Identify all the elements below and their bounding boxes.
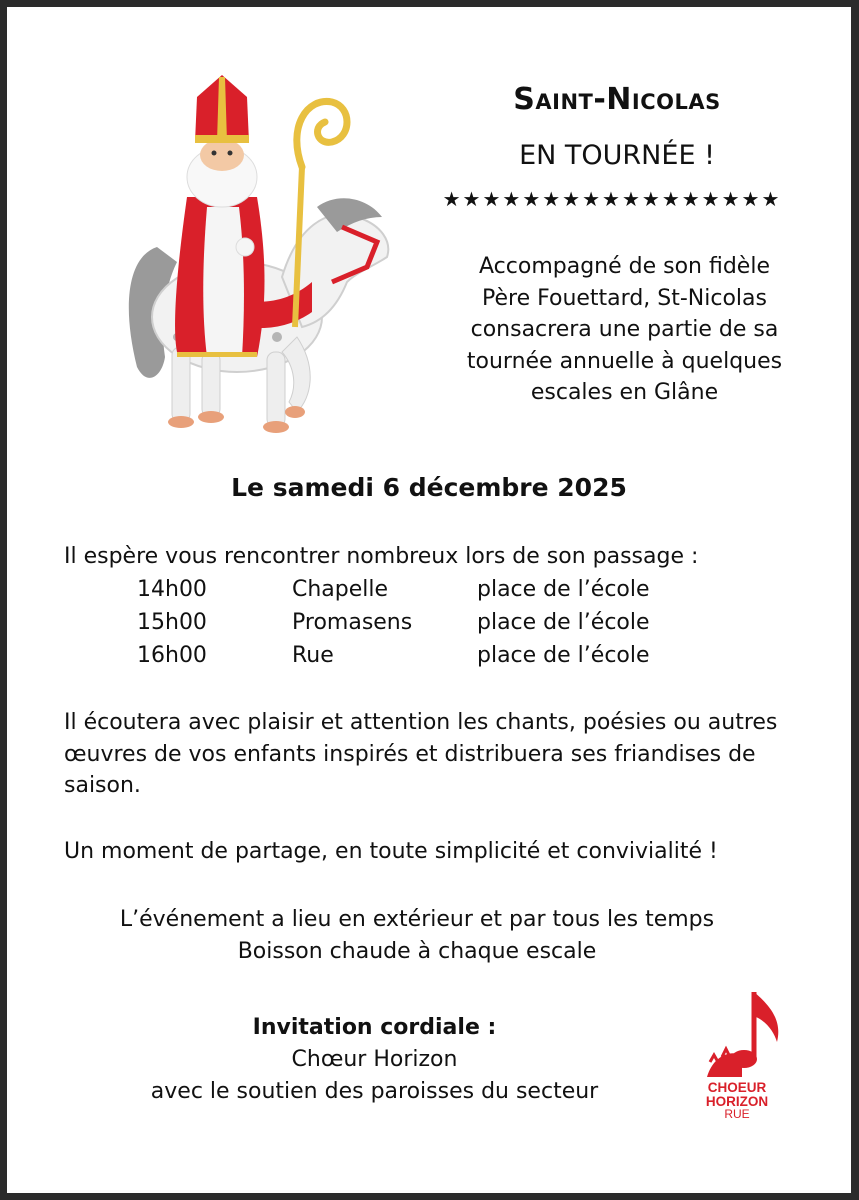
schedule-row	[7, 643, 851, 675]
logo-line-2: HORIZON	[705, 1094, 769, 1109]
outdoor-line-1: L’événement a lieu en extérieur et par tous les temps	[119, 907, 715, 932]
outdoor-line-2: Boisson chaude à chaque escale	[237, 938, 597, 964]
schedule-row	[7, 610, 851, 642]
flyer-page	[7, 7, 851, 1193]
title-line-1: Saint-Nicolas	[513, 82, 721, 117]
schedule-intro: Il espère vous rencontrer nombreux lors de son passage :	[64, 544, 699, 569]
activities-paragraph: Il écoutera avec plaisir et attention les chants, poésies ou autres œuvres de vos enfants inspirés et distribuera ses friandises de saison.	[64, 710, 778, 798]
saint-nicolas-illustration	[117, 67, 407, 447]
event-date: Le samedi 6 décembre 2025	[231, 473, 627, 502]
schedule-place: Promasens	[292, 610, 413, 635]
choeur-horizon-logo	[682, 987, 792, 1121]
star-divider: ★★★★★★★★★★★★★★★★★	[442, 187, 782, 211]
schedule-row	[7, 577, 851, 609]
invitation-title: Invitation cordiale :	[252, 1015, 497, 1040]
schedule-place: Rue	[292, 643, 334, 668]
schedule-location: place de l’école	[477, 643, 650, 668]
schedule-time: 16h00	[137, 643, 207, 668]
schedule-location: place de l’école	[477, 577, 650, 602]
schedule-location: place de l’école	[477, 610, 650, 635]
schedule-time: 15h00	[137, 610, 207, 635]
logo-line-3: RUE	[724, 1107, 750, 1121]
intro-text: Accompagné de son fidèle Père Fouettard, St-Nicolas consacrera une partie de sa tournée annuelle à quelques escales en Glâne	[466, 254, 783, 405]
logo-line-1: CHOEUR	[707, 1080, 767, 1095]
music-note-icon	[682, 987, 792, 1082]
schedule-place: Chapelle	[292, 577, 389, 602]
schedule-time: 14h00	[137, 577, 207, 602]
choir-name: Chœur Horizon	[291, 1047, 458, 1072]
title-line-2: EN TOURNÉE !	[519, 140, 715, 171]
moment-text: Un moment de partage, en toute simplicité et convivialité !	[64, 839, 718, 864]
outdoor-info	[67, 904, 767, 967]
support-text: avec le soutien des paroisses du secteur	[150, 1079, 599, 1104]
